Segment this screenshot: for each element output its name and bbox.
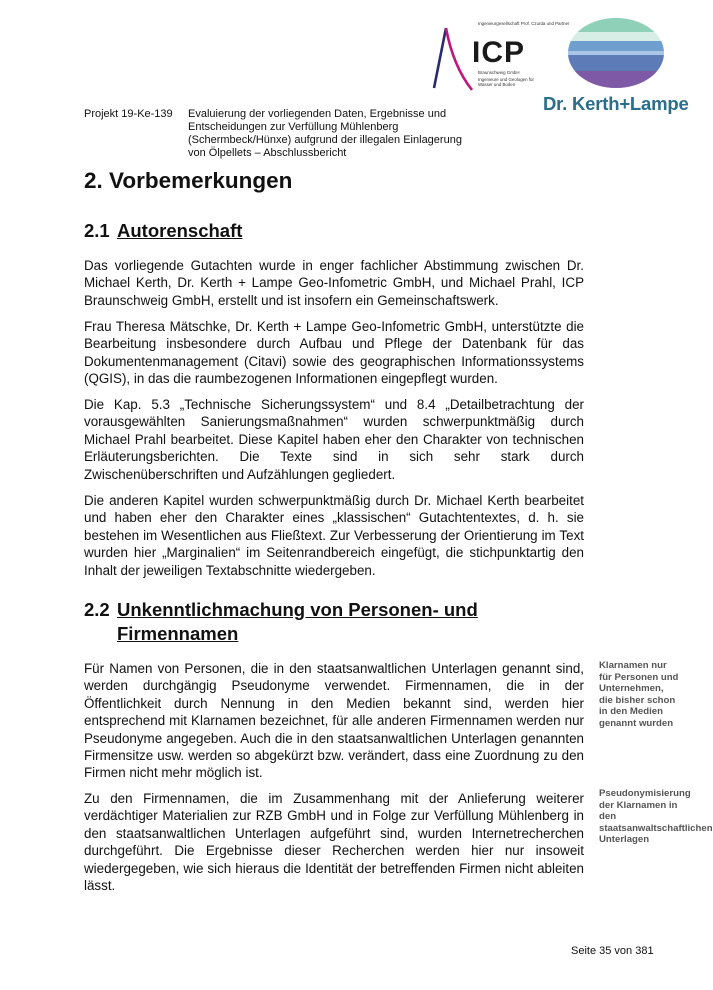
paragraph: Das vorliegende Gutachten wurde in enger fachlicher Abstimmung zwischen Dr. Michael Kerth, Dr. Kerth + Lampe Geo-Infometric GmbH, und Michael Prahl, ICP Braunschweig GmbH, erstellt und ist insofern ein Gemeinschaftswerk. xyxy=(84,258,584,308)
paragraph: Frau Theresa Mätschke, Dr. Kerth + Lampe Geo-Infometric GmbH, unterstützte die Bearbeitung insbesondere durch Aufbau und Pflege der Datenbank für das Dokumentenmanagement (Citavi) sowie des geographischen Informationssystems (QGIS), in das die raumbezogenen Informationen eingepflegt wurden. xyxy=(84,319,584,387)
icp-arc-icon xyxy=(428,16,476,96)
section-heading-autorenschaft xyxy=(84,219,564,245)
marginal-note: Klarnamen nur für Personen und Unternehmen, die bisher schon in den Medien genannt wurden xyxy=(599,660,679,729)
kerth-lampe-logo xyxy=(540,16,692,116)
project-id: Projekt 19-Ke-139 xyxy=(84,108,173,120)
kerth-lampe-emblem-icon xyxy=(540,16,692,90)
project-title: Evaluierung der vorliegenden Daten, Ergebnisse und Entscheidungen zur Verfüllung Mühlenberg (Schermbeck/Hünxe) aufgrund der illegalen Einlagerung von Ölpellets – Abschlussbericht xyxy=(188,108,462,159)
kerth-lampe-name: Dr. Kerth+Lampe xyxy=(543,93,689,114)
icp-tagline: Ingenieurgesellschaft Prof. Czurda und Partner xyxy=(478,21,570,26)
icp-name: ICP xyxy=(472,36,526,69)
icp-location: Braunschweig GmbH xyxy=(478,70,520,75)
chapter-number: 2. xyxy=(84,168,103,193)
icp-logo xyxy=(428,16,570,96)
paragraph: Zu den Firmennamen, die im Zusammenhang mit der Anlieferung weiterer verdächtiger Materialien zur RZB GmbH und in Folge zur Verfüllung Mühlenberg in den staatsanwaltlichen Unterlagen aufgeführt sind, wurden Internetrecherchen durchgeführt. Die Ergebnisse dieser Recherchen werden hier nur insoweit wiedergegeben, wie sich hieraus die Identität der betreffenden Firmen nicht ableiten lässt. xyxy=(84,791,584,894)
section-number: 2.2 xyxy=(84,599,110,620)
icp-subtitle: Ingenieure und Geologen für Wasser und Boden xyxy=(478,77,534,87)
section-title: Unkenntlichmachung von Personen- und Firmennamen xyxy=(117,599,478,644)
chapter-heading xyxy=(84,168,292,194)
paragraph: Die Kap. 5.3 „Technische Sicherungssystem“ und 8.4 „Detailbetrachtung der vorausgewählten Sanierungsmaßnahmen“ wurden schwerpunktmäßig durch Michael Prahl bearbeitet. Diese Kapitel haben eher den Charakter von technischen Erläuterungsberichten. Die Texte sind in sich sehr stark durch Zwischenüberschriften und Aufzählungen gegliedert. xyxy=(84,397,584,482)
section-number: 2.1 xyxy=(84,220,110,241)
chapter-title: Vorbemerkungen xyxy=(109,168,293,193)
page-number: Seite 35 von 381 xyxy=(571,945,654,957)
marginal-note: Pseudonymisierung der Klarnamen in den staatsanwaltschaftlichen Unterlagen xyxy=(599,788,713,846)
section-heading-unkenntlichmachung xyxy=(84,598,584,648)
section-title: Autorenschaft xyxy=(117,220,243,241)
paragraph: Für Namen von Personen, die in den staatsanwaltlichen Unterlagen genannt sind, werden durchgängig Pseudonyme verwendet. Firmennamen, die in der Öffentlichkeit durch Nennung in den Medien bekannt sind, werden hier entsprechend mit Klarnamen bezeichnet, für alle anderen Firmennamen werden nur Pseudonyme angegeben. Auch die in den staatsanwaltlichen Unterlagen genannten Firmensitze usw. werden so abgekürzt bzw. verändert, dass eine Zuordnung zu den Firmen nicht mehr möglich ist. xyxy=(84,661,584,781)
paragraph: Die anderen Kapitel wurden schwerpunktmäßig durch Dr. Michael Kerth bearbeitet und haben eher den Charakter eines „klassischen“ Gutachtentextes, d. h. sie bestehen im Wesentlichen aus Fließtext. Zur Verbesserung der Orientierung im Text wurden hier „Marginalien“ im Seitenrandbereich eingefügt, die stichpunktartig den Inhalt der jeweiligen Textabschnitte wiedergeben. xyxy=(84,493,584,578)
